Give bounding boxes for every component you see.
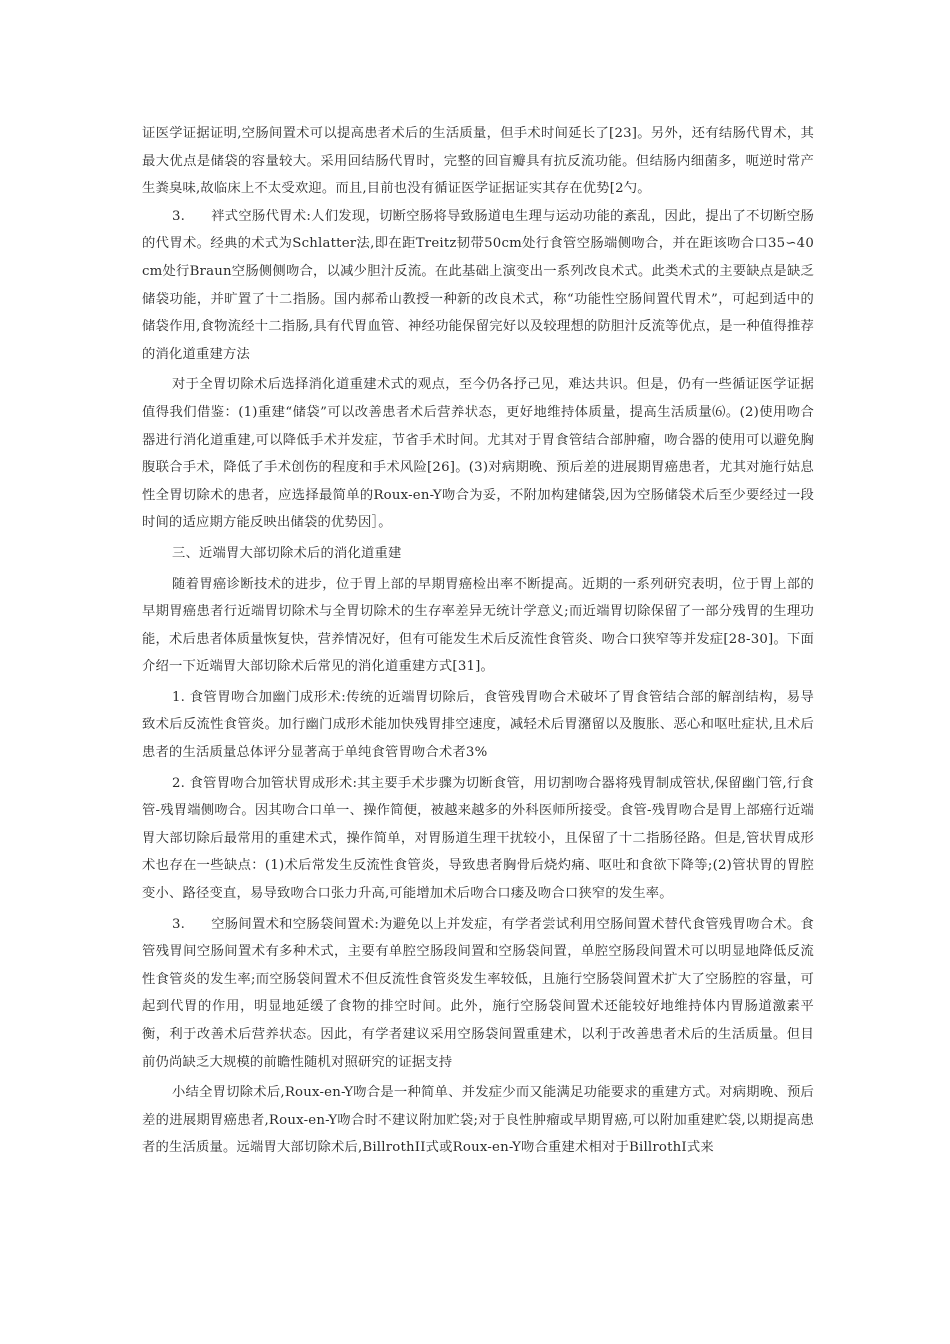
- paragraph-8-number: 3.: [172, 916, 186, 932]
- paragraph-5: 随着胃癌诊断技术的进步，位于胃上部的早期胃癌检出率不断提高。近期的一系列研究表明，位于胃上部的早期胃癌患者行近端胃切除术与全胃切除术的生存率差异无统计学意义;而近端胃切除保留了一部分残胃的生理功能，术后患者体质量恢复快，营养情况好，但有可能发生术后反流性食管炎、吻合口狭窄等并发症[28-30]。下面介绍一下近端胃大部切除术后常见的消化道重建方式[31]。: [142, 576, 814, 675]
- paragraph-2-text: 袢式空肠代胃术:人们发现，切断空肠将导致肠道电生理与运动功能的紊乱，因此，提出了不切断空肠的代胃术。经典的术式为Schlatter法,即在距Treitz韧带50cm处行食管空肠端侧吻合，并在距该吻合口35∽40cm处行Braun空肠侧侧吻合，以减少胆汁反流。在此基础上演变出一系列改良术式。此类术式的主要缺点是缺乏储袋功能，并旷置了十二指肠。国内郝希山教授一种新的改良术式，称“功能性空肠间置代胃术”，可起到适中的储袋作用,食物流经十二指肠,具有代胃血管、神经功能保留完好以及较理想的防胆汁反流等优点，是一种值得推荐的消化道重建方法: [142, 208, 814, 362]
- paragraph-3: 对于全胃切除术后选择消化道重建术式的观点，至今仍各抒己见，难达共识。但是，仍有一些循证医学证据值得我们借鉴：(1)重建“储袋”可以改善患者术后营养状态，更好地维持体质量，提高生活质量⑹。(2)使用吻合器进行消化道重建,可以降低手术并发症，节省手术时间。尤其对于胃食管结合部肿瘤，吻合器的使用可以避免胸腹联合手术，降低了手术创伤的程度和手术风险[26]。(3)对病期晚、预后差的进展期胃癌患者，尤其对施行姑息性全胃切除术的患者，应选择最简单的Roux-en-Y吻合为妥，不附加构建储袋,因为空肠储袋术后至少要经过一段时间的适应期方能反映出储袋的优势因］。: [142, 377, 814, 531]
- paragraph-8: [142, 911, 814, 1077]
- paragraph-6: 1. 食管胃吻合加幽门成形术:传统的近端胃切除后，食管残胃吻合术破坏了胃食管结合部的解剖结构，易导致术后反流性食管炎。加行幽门成形术能加快残胃排空速度，减轻术后胃潴留以及腹胀、恶心和呕吐症状,且术后患者的生活质量总体评分显著高于单纯食管胃吻合术者3%: [142, 689, 814, 761]
- paragraph-9: 小结全胃切除术后,Roux-en-Y吻合是一种简单、并发症少而又能满足功能要求的重建方式。对病期晚、预后差的进展期胃癌患者,Roux-en-Y吻合时不建议附加贮袋;对于良性肿瘤或早期胃癌,可以附加重建贮袋,以期提高患者的生活质量。远端胃大部切除术后,BillrothII式或Roux-en-Y吻合重建术相对于BillrothⅠ式来: [142, 1085, 814, 1156]
- paragraph-7: 2. 食管胃吻合加管状胃成形术:其主要手术步骤为切断食管，用切割吻合器将残胃制成管状,保留幽门管,行食管-残胃端侧吻合。因其吻合口单一、操作简便，被越来越多的外科医师所接受。食管-残胃吻合是胃上部癌行近端胃大部切除后最常用的重建术式，操作简单，对胃肠道生理干扰较小，且保留了十二指肠径路。但是,管状胃成形术也存在一些缺点：(1)术后常发生反流性食管炎，导致患者胸骨后烧灼痛、呕吐和食欲下降等;(2)管状胃的胃腔变小、路径变直，易导致吻合口张力升高,可能增加术后吻合口瘘及吻合口狭窄的发生率。: [142, 775, 814, 902]
- paragraph-8-text: 空肠间置术和空肠袋间置术:为避免以上并发症，有学者尝试利用空肠间置术替代食管残胃吻合术。食管残胃间空肠间置术有多种术式，主要有单腔空肠段间置和空肠袋间置，单腔空肠段间置术可以明显地降低反流性食管炎的发生率;而空肠袋间置术不但反流性食管炎发生率较低，且施行空肠袋间置术扩大了空肠腔的容量，可起到代胃的作用，明显地延缓了食物的排空时间。此外，施行空肠袋间置术还能较好地维持体内胃肠道激素平衡，利于改善术后营养状态。因此，有学者建议采用空肠袋间置重建术，以利于改善患者术后的生活质量。但目前仍尚缺乏大规模的前瞻性随机对照研究的证据支持: [142, 916, 814, 1070]
- paragraph-2: [142, 203, 814, 369]
- document-page: [142, 120, 814, 1162]
- section-heading: 三、近端胃大部切除术后的消化道重建: [172, 545, 402, 561]
- paragraph-1: 证医学证据证明,空肠间置术可以提高患者术后的生活质量，但手术时间延长了[23]。另外，还有结肠代胃术，其最大优点是储袋的容量较大。采用回结肠代胃时，完整的回盲瓣具有抗反流功能。但结肠内细菌多，呃逆时常产生粪臭味,故临床上不太受欢迎。而且,目前也没有循证医学证据证实其存在优势[2勺。: [142, 126, 814, 197]
- paragraph-2-number: 3.: [172, 208, 186, 224]
